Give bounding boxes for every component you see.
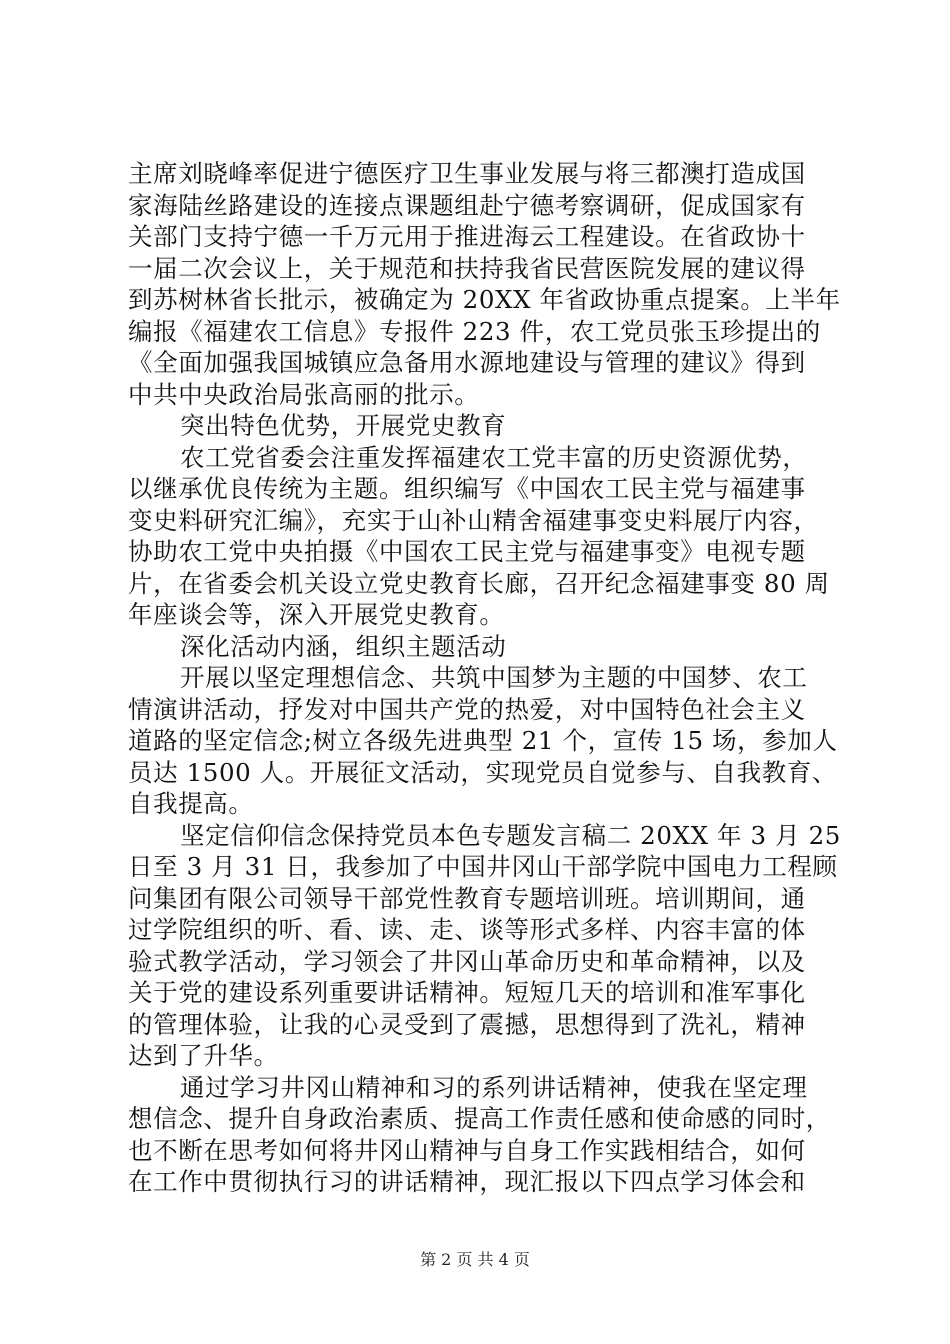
text-line: 关于党的建设系列重要讲话精神。短短几天的培训和准军事化 (128, 978, 806, 1007)
text-line: 日至 3 月 31 日，我参加了中国井冈山干部学院中国电力工程顾 (128, 852, 838, 881)
text-line: 问集团有限公司领导干部党性教育专题培训班。培训期间，通 (128, 883, 806, 913)
text-line: 达到了升华。 (128, 1041, 279, 1070)
text-line: 情演讲活动，抒发对中国共产党的热爱，对中国特色社会主义 (128, 694, 806, 724)
text-line: 想信念、提升自身政治素质、提高工作责任感和使命感的同时， (128, 1104, 831, 1133)
text-line: 变史料研究汇编》，充实于山补山精舍福建事变史料展厅内容， (128, 505, 819, 535)
text-line: 在工作中贯彻执行习的讲话精神，现汇报以下四点学习体会和 (128, 1167, 806, 1196)
text-line: 片，在省委会机关设立党史教育长廊，召开纪念福建事变 80 周 (128, 568, 830, 598)
text-line: 自我提高。 (128, 789, 254, 818)
text-line: 一届二次会议上，关于规范和扶持我省民营医院发展的建议得 (128, 253, 806, 283)
text-line: 的管理体验，让我的心灵受到了震撼，思想得到了洗礼，精神 (128, 1009, 806, 1039)
document-body (128, 158, 843, 1198)
text-line: 协助农工党中央拍摄《中国农工民主党与福建事变》电视专题 (128, 537, 806, 566)
text-line: 深化活动内涵，组织主题活动 (180, 631, 507, 661)
text-line: 到苏树林省长批示，被确定为 20XX 年省政协重点提案。上半年 (128, 285, 841, 314)
text-line: 主席刘晓峰率促进宁德医疗卫生事业发展与将三都澳打造成国 (128, 159, 806, 188)
text-line: 突出特色优势，开展党史教育 (180, 411, 507, 440)
text-line: 关部门支持宁德一千万元用于推进海云工程建设。在省政协十 (128, 222, 806, 251)
text-line: 通过学习井冈山精神和习的系列讲话精神，使我在坚定理 (180, 1072, 808, 1102)
text-line: 坚定信仰信念保持党员本色专题发言稿二 20XX 年 3 月 25 (180, 820, 841, 850)
text-line: 家海陆丝路建设的连接点课题组赴宁德考察调研，促成国家有 (128, 190, 806, 220)
text-line: 道路的坚定信念;树立各级先进典型 21 个，宣传 15 场，参加人 (128, 726, 838, 755)
text-line: 农工党省委会注重发挥福建农工党丰富的历史资源优势， (180, 442, 808, 472)
text-line: 也不断在思考如何将井冈山精神与自身工作实践相结合，如何 (128, 1135, 806, 1165)
text-line: 中共中央政治局张高丽的批示。 (128, 379, 480, 409)
text-line: 年座谈会等，深入开展党史教育。 (128, 600, 505, 629)
text-line: 验式教学活动，学习领会了井冈山革命历史和革命精神，以及 (128, 946, 806, 976)
page-footer: 第 2 页 共 4 页 (420, 1250, 530, 1269)
text-line: 《全面加强我国城镇应急备用水源地建设与管理的建议》得到 (128, 348, 806, 377)
text-line: 员达 1500 人。开展征文活动，实现党员自觉参与、自我教育、 (128, 757, 838, 787)
text-line: 以继承优良传统为主题。组织编写《中国农工民主党与福建事 (128, 474, 806, 503)
text-line: 过学院组织的听、看、读、走、谈等形式多样、内容丰富的体 (128, 915, 806, 944)
text-line: 编报《福建农工信息》专报件 223 件，农工党员张玉珍提出的 (128, 316, 821, 346)
text-line: 开展以坚定理想信念、共筑中国梦为主题的中国梦、农工 (180, 663, 808, 692)
